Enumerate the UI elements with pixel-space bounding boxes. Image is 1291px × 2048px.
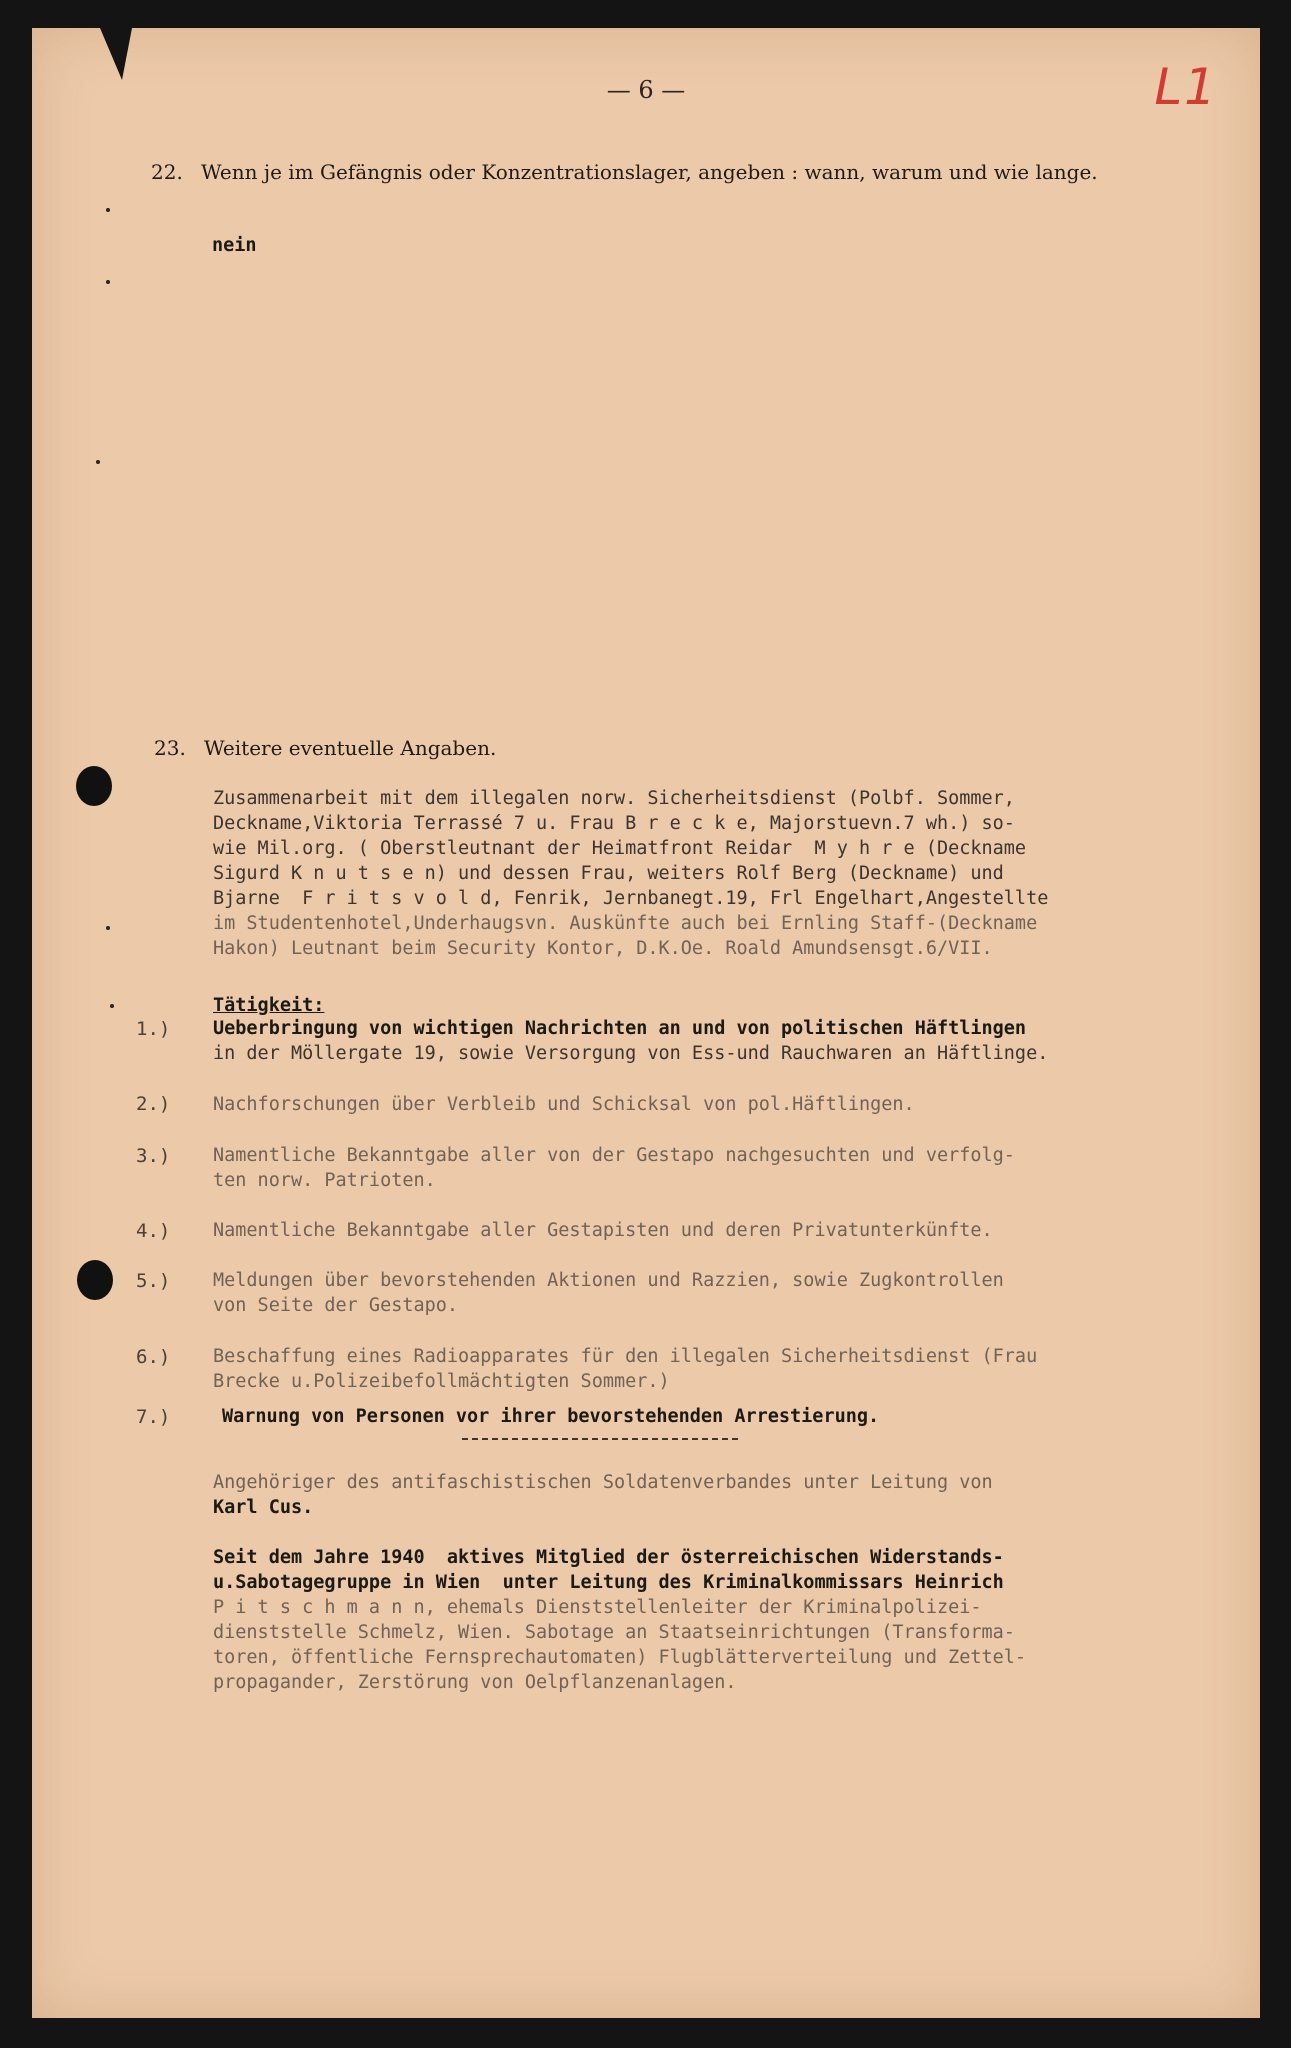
- activity-number: 7.): [136, 1406, 171, 1428]
- activity-number: 2.): [136, 1093, 171, 1115]
- binder-dot: [106, 208, 110, 212]
- question-23-text: Weitere eventuelle Angaben.: [204, 736, 497, 760]
- activity-number: 1.): [136, 1018, 171, 1040]
- activity-number: 4.): [136, 1220, 171, 1242]
- activity-number: 5.): [136, 1270, 171, 1292]
- activity-line: Brecke u.Polizeibefollmächtigten Sommer.): [213, 1371, 670, 1392]
- question-22: [151, 160, 1098, 184]
- underline-divider: [462, 1438, 738, 1440]
- activity-line: Ueberbringung von wichtigen Nachrichten an und von politischen Häftlingen: [213, 1018, 1027, 1039]
- closing-line: propagander, Zerstörung von Oelpflanzenanlagen.: [213, 1672, 737, 1693]
- activity-line: Namentliche Bekanntgabe aller Gestapisten und deren Privatunterkünfte.: [213, 1220, 993, 1241]
- binder-dot: [110, 1004, 114, 1008]
- question-22-text: Wenn je im Gefängnis oder Konzentrationslager, angeben : wann, warum und wie lange.: [201, 160, 1098, 184]
- question-23-number: 23.: [154, 736, 186, 760]
- closing-line: Karl Cus.: [213, 1497, 314, 1518]
- activities-heading: Tätigkeit:: [213, 995, 325, 1016]
- closing-line: dienststelle Schmelz, Wien. Sabotage an Staatseinrichtungen (Transforma-: [213, 1622, 1015, 1643]
- text-line: Deckname,Viktoria Terrassé 7 u. Frau B r e c k e, Majorstuevn.7 wh.) so-: [213, 813, 1015, 834]
- document-page: [32, 28, 1260, 2018]
- activity-line: Warnung von Personen vor ihrer bevorstehenden Arrestierung.: [222, 1406, 880, 1427]
- punch-hole: [77, 1260, 113, 1300]
- question-23: [154, 736, 496, 760]
- punch-hole: [76, 766, 112, 806]
- activity-line: in der Möllergate 19, sowie Versorgung von Ess-und Rauchwaren an Häftlinge.: [213, 1043, 1049, 1064]
- text-line: Hakon) Leutnant beim Security Kontor, D.K.Oe. Roald Amundsensgt.6/VII.: [213, 938, 993, 959]
- question-22-answer: nein: [212, 235, 257, 256]
- closing-line: Angehöriger des antifaschistischen Soldatenverbandes unter Leitung von: [213, 1472, 993, 1493]
- activity-line: Beschaffung eines Radioapparates für den illegalen Sicherheitsdienst (Frau: [213, 1346, 1038, 1367]
- text-line: Zusammenarbeit mit dem illegalen norw. Sicherheitsdienst (Polbf. Sommer,: [213, 788, 1015, 809]
- corner-tab: [100, 28, 132, 80]
- closing-line: toren, öffentliche Fernsprechautomaten) Flugblätterverteilung und Zettel-: [213, 1647, 1027, 1668]
- intro-paragraph: [213, 786, 1048, 961]
- binder-dot: [106, 280, 110, 284]
- text-line: Bjarne F r i t s v o l d, Fenrik, Jernbanegt.19, Frl Engelhart,Angestellte: [213, 888, 1049, 909]
- binder-dot: [106, 926, 110, 930]
- activity-line: Nachforschungen über Verbleib und Schicksal von pol.Häftlingen.: [213, 1094, 915, 1115]
- activity-number: 3.): [136, 1145, 171, 1167]
- activity-line: von Seite der Gestapo.: [213, 1295, 459, 1316]
- closing-line: Seit dem Jahre 1940 aktives Mitglied der österreichischen Widerstands-: [213, 1547, 1004, 1568]
- text-line: im Studentenhotel,Underhaugsvn. Auskünfte auch bei Ernling Staff-(Deckname: [213, 913, 1038, 934]
- activity-number: 6.): [136, 1346, 171, 1368]
- handwritten-mark: L1: [1154, 58, 1218, 116]
- text-line: wie Mil.org. ( Oberstleutnant der Heimatfront Reidar M y h r e (Deckname: [213, 838, 1027, 859]
- binder-dot: [96, 460, 100, 464]
- text-line: Sigurd K n u t s e n) und dessen Frau, weiters Rolf Berg (Deckname) und: [213, 863, 1004, 884]
- activity-line: Namentliche Bekanntgabe aller von der Gestapo nachgesuchten und verfolg-: [213, 1145, 1015, 1166]
- page-number: — 6 —: [606, 76, 686, 104]
- question-22-number: 22.: [151, 160, 183, 184]
- activity-line: ten norw. Patrioten.: [213, 1170, 436, 1191]
- closing-line: u.Sabotagegruppe in Wien unter Leitung des Kriminalkommissars Heinrich: [213, 1572, 1004, 1593]
- activity-line: Meldungen über bevorstehenden Aktionen und Razzien, sowie Zugkontrollen: [213, 1270, 1004, 1291]
- closing-line: P i t s c h m a n n, ehemals Dienststellenleiter der Kriminalpolizei-: [213, 1597, 982, 1618]
